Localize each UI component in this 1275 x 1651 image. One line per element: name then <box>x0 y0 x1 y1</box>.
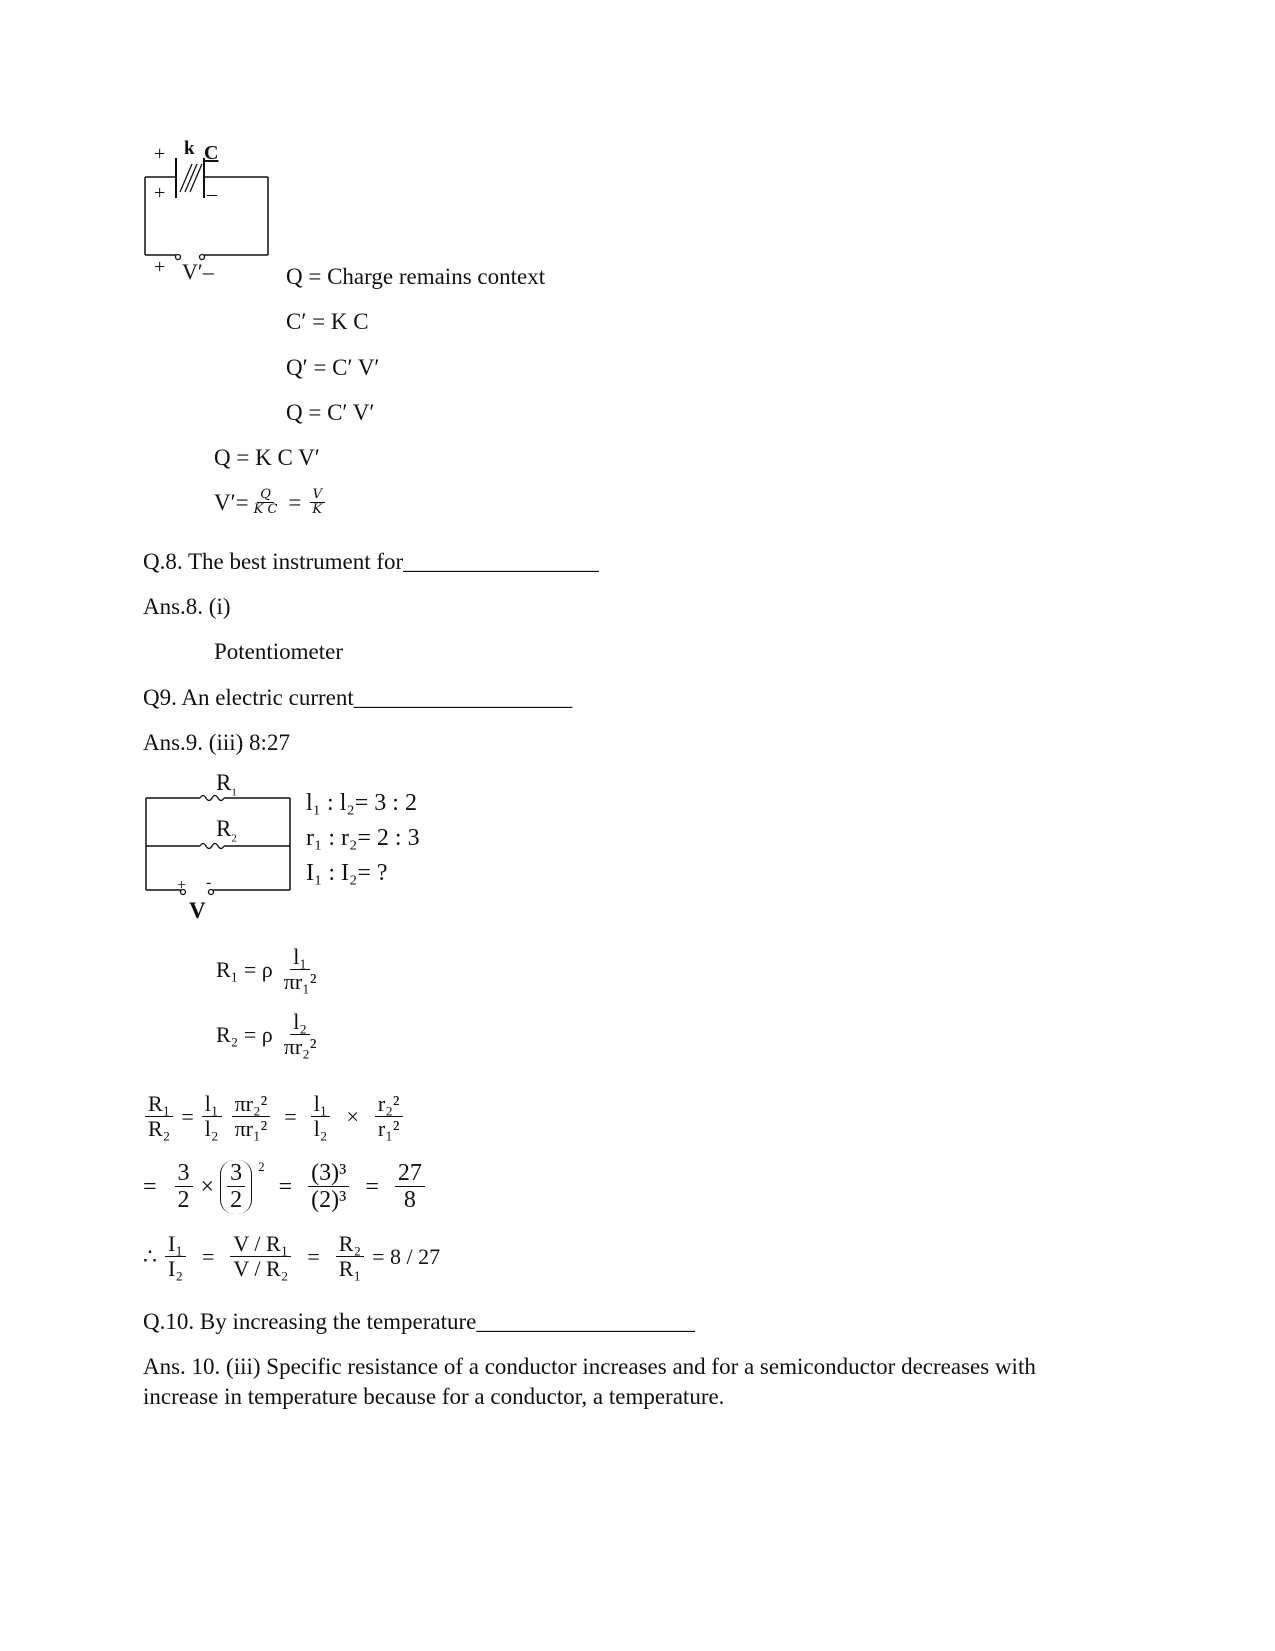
v-prime-equation <box>214 488 327 518</box>
plus-sign-top: + <box>154 143 166 165</box>
voltage-label: V′– <box>182 259 214 284</box>
question-9: Q9. An electric current___________________ <box>143 685 573 710</box>
formula-r2: R₂ = ρ $\frac{\text{l₂}}{\text{πr₂²}}$ <box>216 1009 317 1060</box>
resistor-label-r2: $R_2$ <box>216 816 237 845</box>
given-values <box>306 786 420 891</box>
ratio-equation: $\frac{\text{R₁}}{\text{R₂}}$ = $\frac{\text{l₁}}{\text{l₂}}$ $\frac{\text{πr₂²}}{\text{πr₁²}}$ = $\frac{\text{l₁}}{\text{l₂}}$ × $\frac{\text{r₂²}}{\text{r₁²}}$ <box>143 1092 405 1141</box>
derivation-line-3: Q′ = C′ V′ <box>286 355 380 380</box>
fraction-q-over-kc <box>251 488 281 518</box>
resistor-label-r1: $R_1$ <box>216 770 237 799</box>
voltage-source-label: V <box>189 898 206 923</box>
formula-r1: R₁ = ρ $\frac{\text{l₁}}{\text{πr₁²}}$ <box>216 944 317 995</box>
equals-sign: = <box>288 489 302 515</box>
fraction-denominator: K C <box>253 502 278 518</box>
fraction-numerator: Q <box>257 488 274 503</box>
answer-10-line-2: increase in temperature because for a conductor, a temperature. <box>143 1384 725 1409</box>
given-radius-ratio: r₁ : r₂= 2 : 3 <box>306 825 420 851</box>
derivation-line-1: Q = Charge remains context <box>286 264 546 289</box>
minus-sign-mid: – <box>207 183 217 205</box>
answer-8-detail: Potentiometer <box>214 639 344 664</box>
answer-10-line-1: Ans. 10. (iii) Specific resistance of a conductor increases and for a semiconductor decreases with <box>143 1354 1036 1379</box>
plus-sign-bottom: + <box>154 256 166 278</box>
given-length-ratio: l₁ : l₂= 3 : 2 <box>306 790 417 816</box>
question-8: Q.8. The best instrument for_________________ <box>143 549 599 574</box>
given-current-ratio: I₁ : I₂= ? <box>306 860 388 886</box>
minus-terminal: - <box>206 874 212 891</box>
question-10: Q.10. By increasing the temperature___________________ <box>143 1309 695 1334</box>
result-equation: ∴ $\frac{\text{I₁}}{\text{I₂}}$ = $\frac{\text{V / R₁}}{\text{V / R₂}}$ = $\frac{\text{R₂}}{\text{R₁}}$ = 8 / 27 <box>143 1231 441 1282</box>
plus-sign-mid: + <box>154 182 166 204</box>
answer-9: Ans.9. (iii) 8:27 <box>143 730 290 755</box>
derivation-line-2: C′ = K C <box>286 309 369 334</box>
fraction-denominator: K <box>312 502 323 518</box>
fraction-v-over-k <box>309 488 325 518</box>
plus-terminal: + <box>177 877 187 894</box>
fraction-numerator: V <box>310 488 325 503</box>
capacitor-label-k: k <box>184 138 195 159</box>
capacitor-label-c: C <box>204 142 219 164</box>
calculation-equation: = $\frac{3}{2}$ × $\frac{3}{2}$ $^2$ = $\frac{\text{(3)³}}{\text{(2)³}}$ = $\frac{27}{8}$ <box>143 1160 427 1214</box>
derivation-line-4: Q = C′ V′ <box>286 400 375 425</box>
derivation-line-5: Q = K C V′ <box>214 445 320 470</box>
v-prime-lhs: V′= <box>214 489 249 515</box>
answer-8: Ans.8. (i) <box>143 594 231 619</box>
